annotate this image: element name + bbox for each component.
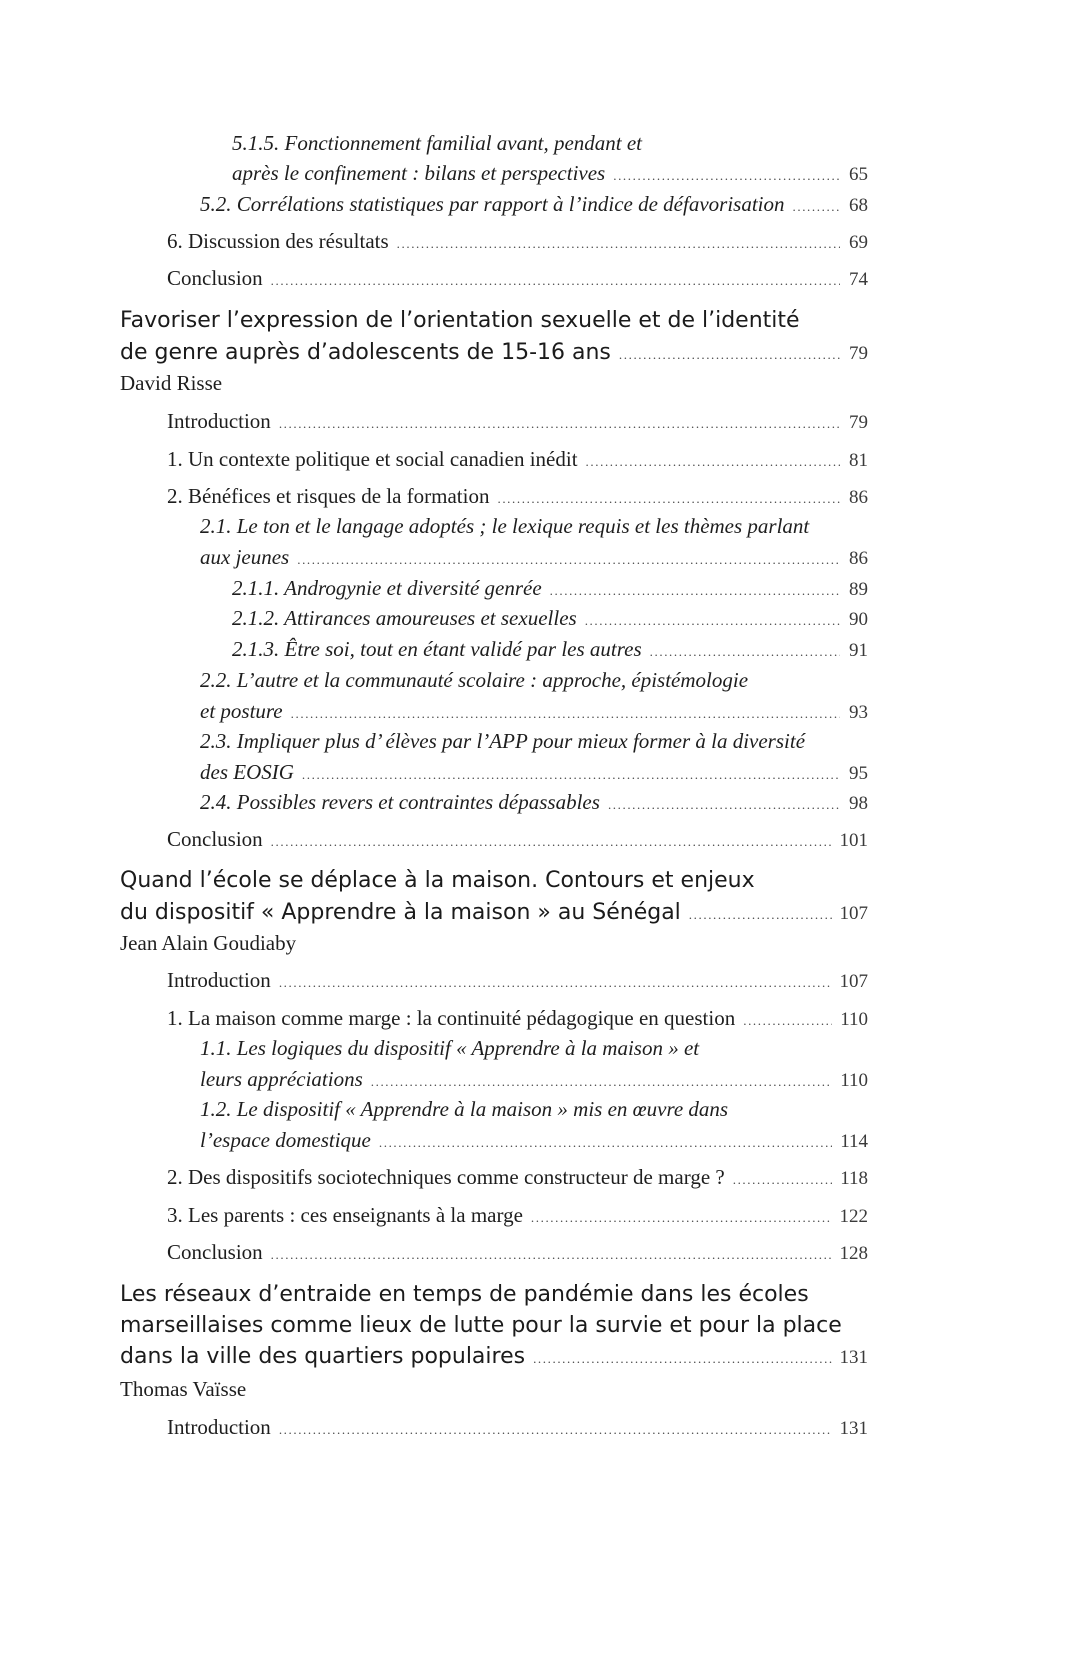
toc-entry-2-1-1[interactable] [232, 575, 868, 604]
page-number: 81 [849, 450, 868, 471]
page-number: 107 [839, 971, 868, 992]
toc-entry-1-1[interactable] [200, 1066, 868, 1095]
dot-leader [271, 268, 840, 294]
toc-entry-5-1-5-line1[interactable] [232, 130, 868, 156]
toc-entry-title: 2.3. Impliquer plus d’ élèves par l’APP pour mieux former à la diversité [200, 729, 806, 753]
page-number: 131 [839, 1347, 868, 1368]
toc-entry-title: 5.1.5. Fonctionnement familial avant, pendant et [232, 131, 643, 155]
dot-leader [279, 970, 832, 996]
page-number: 68 [849, 195, 868, 216]
toc-entry-title: et posture [200, 699, 283, 723]
page-number: 69 [849, 232, 868, 253]
page-number: 128 [839, 1243, 868, 1264]
chapter-title: Quand l’école se déplace à la maison. Contours et enjeux [120, 868, 755, 893]
toc-entry-2[interactable] [167, 483, 868, 512]
dot-leader [689, 901, 832, 929]
toc-entry-introduction[interactable] [167, 1414, 868, 1443]
toc-entry-title: 2.1.2. Attirances amoureuses et sexuelles [232, 606, 577, 630]
dot-leader [619, 341, 840, 369]
toc-entry-title: 3. Les parents : ces enseignants à la marge [167, 1203, 523, 1227]
chapter-title: Favoriser l’expression de l’orientation sexuelle et de l’identité [120, 308, 800, 333]
dot-leader [793, 194, 841, 220]
page-number: 86 [849, 548, 868, 569]
dot-leader [279, 411, 840, 437]
chapter-title-line2[interactable] [120, 1312, 868, 1340]
toc-entry-title: 1.1. Les logiques du dispositif « Apprendre à la maison » et [200, 1036, 700, 1060]
dot-leader [291, 701, 840, 727]
toc-entry-title: 2.4. Possibles revers et contraintes dépassables [200, 790, 600, 814]
author-name: Jean Alain Goudiaby [120, 931, 297, 955]
page-number: 114 [840, 1131, 868, 1152]
dot-leader [733, 1167, 832, 1193]
author-name: Thomas Vaïsse [120, 1377, 247, 1401]
toc-entry-title: 2. Bénéfices et risques de la formation [167, 484, 490, 508]
page-number: 86 [849, 487, 868, 508]
page-number: 90 [849, 609, 868, 630]
toc-entry-title: 1. Un contexte politique et social canadien inédit [167, 447, 578, 471]
toc-entry-title: Conclusion [167, 266, 263, 290]
chapter-title-line2[interactable] [120, 899, 868, 929]
chapter-title-line1[interactable] [120, 1281, 868, 1309]
dot-leader [585, 608, 840, 634]
toc-entry-conclusion[interactable] [167, 826, 868, 855]
toc-entry-title: l’espace domestique [200, 1128, 371, 1152]
dot-leader [297, 547, 840, 573]
dot-leader [531, 1205, 832, 1231]
page-number: 79 [849, 343, 868, 364]
toc-entry-2-3[interactable] [200, 759, 868, 788]
toc-entry-conclusion[interactable] [167, 1239, 868, 1268]
page-number: 110 [840, 1009, 868, 1030]
page-number: 93 [849, 702, 868, 723]
dot-leader [613, 163, 840, 189]
dot-leader [586, 449, 840, 475]
toc-entry-5-2[interactable] [200, 191, 868, 220]
dot-leader [379, 1130, 832, 1156]
chapter-title-line3[interactable] [120, 1343, 868, 1373]
chapter-author [120, 370, 222, 396]
dot-leader [550, 578, 840, 604]
dot-leader [743, 1008, 832, 1034]
toc-entry-title: 2.2. L’autre et la communauté scolaire : approche, épistémologie [200, 668, 749, 692]
toc-entry-title: 1.2. Le dispositif « Apprendre à la maison » mis en œuvre dans [200, 1097, 729, 1121]
toc-entry-2-1-3[interactable] [232, 636, 868, 665]
dot-leader [271, 1242, 832, 1268]
page-number: 65 [849, 164, 868, 185]
toc-entry-title: 2.1.1. Androgynie et diversité genrée [232, 576, 542, 600]
dot-leader [497, 486, 840, 512]
chapter-author [120, 930, 296, 956]
page-number: 122 [839, 1206, 868, 1227]
page-number: 110 [840, 1070, 868, 1091]
page-number: 79 [849, 412, 868, 433]
page-number: 74 [849, 269, 868, 290]
dot-leader [608, 792, 840, 818]
toc-entry-2-3-line1[interactable] [200, 728, 868, 754]
toc-entry-1-1-line1[interactable] [200, 1035, 868, 1061]
chapter-title: Les réseaux d’entraide en temps de pandémie dans les écoles [120, 1282, 809, 1307]
dot-leader [397, 231, 840, 257]
toc-entry-1-2-line1[interactable] [200, 1096, 868, 1122]
toc-entry-title: Conclusion [167, 1240, 263, 1264]
toc-entry-title: leurs appréciations [200, 1067, 363, 1091]
chapter-title: dans la ville des quartiers populaires [120, 1344, 526, 1369]
chapter-author [120, 1376, 246, 1402]
dot-leader [371, 1069, 832, 1095]
toc-entry-introduction[interactable] [167, 967, 868, 996]
toc-entry-3[interactable] [167, 1202, 868, 1231]
chapter-title: de genre auprès d’adolescents de 15-16 ans [120, 340, 611, 365]
toc-entry-title: 5.2. Corrélations statistiques par rapport à l’indice de défavorisation [200, 192, 785, 216]
toc-entry-title: 6. Discussion des résultats [167, 229, 389, 253]
page-number: 118 [840, 1168, 868, 1189]
page-number: 131 [839, 1418, 868, 1439]
chapter-title-line2[interactable] [120, 339, 868, 369]
toc-entry-title: Introduction [167, 1415, 271, 1439]
toc-entry-title: après le confinement : bilans et perspectives [232, 161, 606, 185]
toc-entry-1-2[interactable] [200, 1127, 868, 1156]
dot-leader [302, 762, 840, 788]
toc-entry-title: Introduction [167, 968, 271, 992]
dot-leader [279, 1417, 832, 1443]
toc-entry-title: 2.1.3. Être soi, tout en étant validé par les autres [232, 637, 642, 661]
toc-entry-title: des EOSIG [200, 760, 294, 784]
page-number: 91 [849, 640, 868, 661]
page-number: 95 [849, 763, 868, 784]
toc-entry-2[interactable] [167, 1164, 868, 1193]
dot-leader [533, 1345, 831, 1373]
author-name: David Risse [120, 371, 223, 395]
toc-entry-2-1[interactable] [200, 544, 868, 573]
page-number: 107 [839, 903, 868, 924]
toc-entry-1[interactable] [167, 1005, 868, 1034]
dot-leader [650, 639, 840, 665]
page-number: 98 [849, 793, 868, 814]
toc-entry-2-1-2[interactable] [232, 605, 868, 634]
chapter-title-line1[interactable] [120, 307, 868, 335]
toc-entry-2-2-line1[interactable] [200, 667, 868, 693]
toc-entry-title: Conclusion [167, 827, 263, 851]
toc-entry-title: Introduction [167, 409, 271, 433]
toc-entry-title: 1. La maison comme marge : la continuité pédagogique en question [167, 1006, 736, 1030]
toc-entry-title: 2.1. Le ton et le langage adoptés ; le lexique requis et les thèmes parlant [200, 514, 810, 538]
toc-entry-2-1-line1[interactable] [200, 513, 868, 539]
page-number: 89 [849, 579, 868, 600]
toc-entry-2-4[interactable] [200, 789, 868, 818]
toc-entry-2-2[interactable] [200, 698, 868, 727]
toc-entry-title: 2. Des dispositifs sociotechniques comme constructeur de marge ? [167, 1165, 725, 1189]
dot-leader [271, 829, 832, 855]
chapter-title: marseillaises comme lieux de lutte pour la survie et pour la place [120, 1313, 842, 1338]
page-number: 101 [839, 830, 868, 851]
toc-entry-5-1-5[interactable] [232, 160, 868, 189]
toc-entry-1[interactable] [167, 446, 868, 475]
toc-entry-introduction[interactable] [167, 408, 868, 437]
toc-entry-title: aux jeunes [200, 545, 290, 569]
toc-entry-6[interactable] [167, 228, 868, 257]
chapter-title: du dispositif « Apprendre à la maison » au Sénégal [120, 900, 681, 925]
toc-entry-conclusion[interactable] [167, 265, 868, 294]
chapter-title-line1[interactable] [120, 867, 868, 895]
